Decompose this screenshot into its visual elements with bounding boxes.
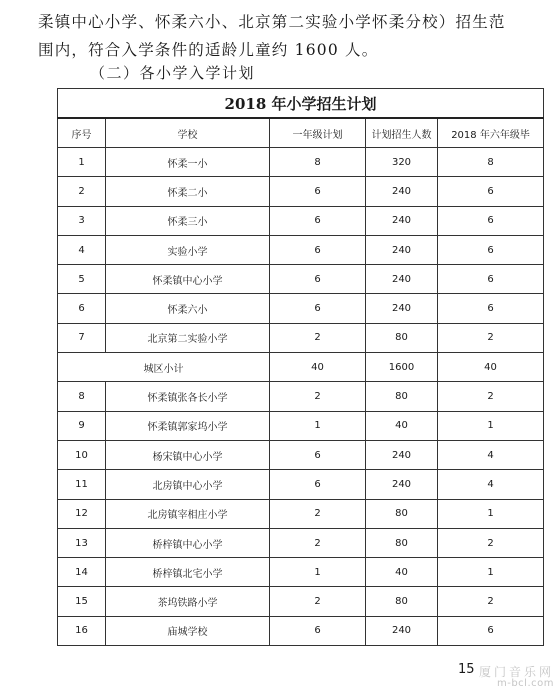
grade1-classes: 2 <box>270 382 366 411</box>
row-number: 3 <box>58 206 106 235</box>
planned-enrollment: 240 <box>366 235 438 264</box>
row-number: 8 <box>58 382 106 411</box>
school-name: 庙城学校 <box>106 616 270 645</box>
header-grade6-graduates: 2018 年六年级毕 <box>438 118 544 148</box>
planned-enrollment: 80 <box>366 323 438 352</box>
grade1-classes: 6 <box>270 294 366 323</box>
row-number: 13 <box>58 528 106 557</box>
planned-enrollment: 240 <box>366 470 438 499</box>
grade1-classes: 2 <box>270 587 366 616</box>
planned-enrollment: 240 <box>366 206 438 235</box>
grade1-classes: 1 <box>270 411 366 440</box>
grade6-graduates: 6 <box>438 235 544 264</box>
school-name: 北房镇中心小学 <box>106 470 270 499</box>
school-name: 杨宋镇中心小学 <box>106 440 270 469</box>
table-row <box>58 148 544 177</box>
school-name: 怀柔六小 <box>106 294 270 323</box>
row-number: 1 <box>58 148 106 177</box>
header-grade1-plan: 一年级计划 <box>270 118 366 148</box>
subtotal-enrollment: 1600 <box>366 353 438 382</box>
table-row <box>58 206 544 235</box>
row-number: 11 <box>58 470 106 499</box>
subtotal-label: 城区小计 <box>58 353 270 382</box>
watermark-name: 厦门音乐网 <box>478 665 554 679</box>
row-number: 6 <box>58 294 106 323</box>
grade1-classes: 2 <box>270 323 366 352</box>
row-number: 4 <box>58 235 106 264</box>
table-row <box>58 587 544 616</box>
school-name: 北京第二实验小学 <box>106 323 270 352</box>
grade1-classes: 6 <box>270 177 366 206</box>
row-number: 14 <box>58 558 106 587</box>
row-number: 7 <box>58 323 106 352</box>
school-name: 怀柔镇郭家坞小学 <box>106 411 270 440</box>
grade1-classes: 2 <box>270 499 366 528</box>
grade6-graduates: 6 <box>438 294 544 323</box>
table-row <box>58 235 544 264</box>
grade1-classes: 8 <box>270 148 366 177</box>
planned-enrollment: 240 <box>366 265 438 294</box>
grade6-graduates: 6 <box>438 206 544 235</box>
header-planned-enrollment: 计划招生人数 <box>366 118 438 148</box>
subtotal-row <box>58 353 544 382</box>
school-name: 怀柔镇张各长小学 <box>106 382 270 411</box>
table-row <box>58 177 544 206</box>
grade6-graduates: 8 <box>438 148 544 177</box>
grade6-graduates: 2 <box>438 528 544 557</box>
school-name: 茶坞铁路小学 <box>106 587 270 616</box>
grade6-graduates: 6 <box>438 265 544 294</box>
grade6-graduates: 1 <box>438 411 544 440</box>
row-number: 5 <box>58 265 106 294</box>
grade6-graduates: 4 <box>438 440 544 469</box>
grade1-classes: 1 <box>270 558 366 587</box>
header-school: 学校 <box>106 118 270 148</box>
table-row <box>58 616 544 645</box>
watermark-url: m-bcl.com <box>496 678 554 689</box>
subtotal-graduates: 40 <box>438 353 544 382</box>
row-number: 2 <box>58 177 106 206</box>
intro-paragraph <box>38 8 538 64</box>
school-name: 北房镇宰相庄小学 <box>106 499 270 528</box>
header-no: 序号 <box>58 118 106 148</box>
grade1-classes: 6 <box>270 235 366 264</box>
school-name: 怀柔三小 <box>106 206 270 235</box>
planned-enrollment: 40 <box>366 558 438 587</box>
school-name: 桥梓镇中心小学 <box>106 528 270 557</box>
intro-line-2: 围内，符合入学条件的适龄儿童约 1600 人。 <box>38 41 379 59</box>
row-number: 10 <box>58 440 106 469</box>
table-row <box>58 294 544 323</box>
grade1-classes: 6 <box>270 440 366 469</box>
planned-enrollment: 240 <box>366 177 438 206</box>
school-name: 怀柔二小 <box>106 177 270 206</box>
planned-enrollment: 320 <box>366 148 438 177</box>
table-title-row <box>58 89 544 119</box>
table-row <box>58 499 544 528</box>
grade1-classes: 6 <box>270 206 366 235</box>
table-row <box>58 440 544 469</box>
enrollment-plan-table <box>57 88 544 646</box>
table-row <box>58 265 544 294</box>
table-row <box>58 528 544 557</box>
table-row <box>58 558 544 587</box>
school-name: 实验小学 <box>106 235 270 264</box>
table-row <box>58 470 544 499</box>
table-header-row <box>58 118 544 148</box>
page-number: 15 <box>458 662 475 677</box>
grade6-graduates: 1 <box>438 558 544 587</box>
table-title: 2018 年小学招生计划 <box>58 89 544 119</box>
section-heading: （二）各小学入学计划 <box>90 64 256 82</box>
grade6-graduates: 2 <box>438 323 544 352</box>
grade6-graduates: 4 <box>438 470 544 499</box>
school-name: 怀柔镇中心小学 <box>106 265 270 294</box>
grade1-classes: 6 <box>270 616 366 645</box>
row-number: 15 <box>58 587 106 616</box>
grade6-graduates: 2 <box>438 587 544 616</box>
table-row <box>58 323 544 352</box>
grade6-graduates: 6 <box>438 616 544 645</box>
row-number: 16 <box>58 616 106 645</box>
planned-enrollment: 40 <box>366 411 438 440</box>
row-number: 9 <box>58 411 106 440</box>
table-row <box>58 411 544 440</box>
planned-enrollment: 80 <box>366 587 438 616</box>
planned-enrollment: 80 <box>366 382 438 411</box>
planned-enrollment: 240 <box>366 616 438 645</box>
grade6-graduates: 2 <box>438 382 544 411</box>
table-row <box>58 382 544 411</box>
grade6-graduates: 6 <box>438 177 544 206</box>
grade1-classes: 6 <box>270 470 366 499</box>
watermark <box>479 666 554 690</box>
planned-enrollment: 240 <box>366 294 438 323</box>
planned-enrollment: 80 <box>366 499 438 528</box>
subtotal-classes: 40 <box>270 353 366 382</box>
grade6-graduates: 1 <box>438 499 544 528</box>
planned-enrollment: 240 <box>366 440 438 469</box>
intro-line-1: 柔镇中心小学、怀柔六小、北京第二实验小学怀柔分校）招生范 <box>38 13 506 31</box>
planned-enrollment: 80 <box>366 528 438 557</box>
grade1-classes: 2 <box>270 528 366 557</box>
school-name: 怀柔一小 <box>106 148 270 177</box>
school-name: 桥梓镇北宅小学 <box>106 558 270 587</box>
row-number: 12 <box>58 499 106 528</box>
grade1-classes: 6 <box>270 265 366 294</box>
